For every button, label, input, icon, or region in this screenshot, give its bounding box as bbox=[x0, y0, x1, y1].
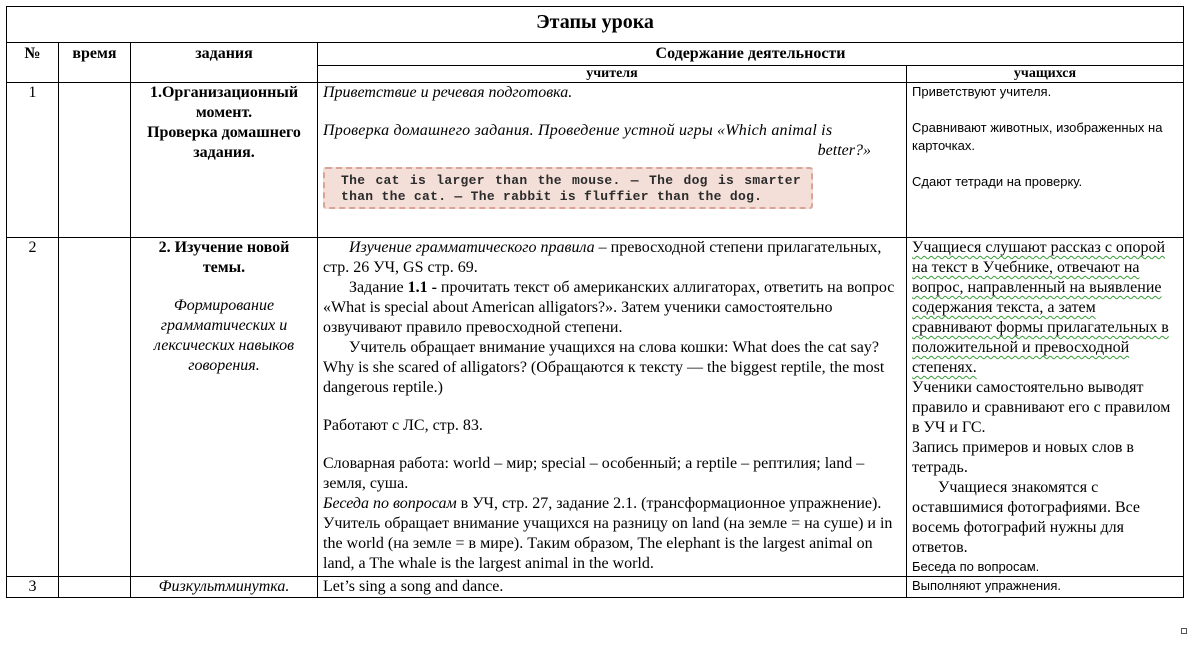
header-tasks: задания bbox=[131, 43, 318, 83]
row-students-activity: Выполняют упражнения. bbox=[907, 577, 1184, 598]
teacher-text-bold: 1.1 - bbox=[407, 279, 437, 296]
row-students-activity bbox=[907, 83, 1184, 238]
row-time bbox=[59, 238, 131, 577]
example-image: The cat is larger than the mouse. — The dog is smarter than the cat. — The rabbit is fluffier than the dog. bbox=[323, 167, 813, 209]
teacher-text: better?» bbox=[817, 142, 871, 159]
row-task: Физкультминутка. bbox=[131, 577, 318, 598]
teacher-text-italic: Беседа по вопросам bbox=[323, 495, 457, 512]
task-title: 2. Изучение новой темы. bbox=[158, 239, 290, 276]
students-text: Ученики самостоятельно выводят правило и сравнивают его с правилом в УЧ и ГС. bbox=[912, 379, 1171, 436]
task-subtitle: Формирование грамматических и лексических навыков говорения. bbox=[153, 297, 295, 374]
task-line: 1.Организационный момент. bbox=[149, 84, 299, 121]
resize-handle[interactable] bbox=[1181, 628, 1187, 634]
teacher-text: – превосходной степени прилагательных, стр. 26 УЧ, GS стр. 69. bbox=[323, 239, 882, 276]
table-row bbox=[7, 577, 1184, 598]
row-time bbox=[59, 83, 131, 238]
teacher-text: Проверка домашнего задания. Проведение устной игры «Which animal is bbox=[323, 122, 833, 139]
row-students-activity bbox=[907, 238, 1184, 577]
header-content: Содержание деятельности bbox=[318, 43, 1184, 66]
students-text: Учащиеся слушают рассказ с опорой на текст в Учебнике, отвечают на вопрос, направленный на выявление содержания текста, а затем сравнивают формы прилагательных в положительной и превосходной степенях. bbox=[912, 239, 1169, 376]
students-text: Запись примеров и новых слов в тетрадь. bbox=[912, 439, 1134, 476]
row-number: 2 bbox=[7, 238, 59, 577]
students-text: Приветствуют учителя. bbox=[912, 84, 1052, 99]
teacher-text: Словарная работа: world – мир; special – особенный; a reptile – рептилия; land – земля, суша. bbox=[323, 455, 865, 492]
table-row bbox=[7, 238, 1184, 577]
teacher-text: в УЧ, стр. 27, задание 2.1. (трансформационное упражнение). Учитель обращает внимание учащихся на разницу on land (на земле = на суше) и in the world (на земле = в мире). Таким образом, The elephant is the largest animal on land, a The whale is the largest animal in the world. bbox=[323, 495, 893, 572]
students-text: Учащиеся знакомятся с оставшимися фотографиями. Все восемь фотографий нужны для ответов. bbox=[912, 479, 1141, 556]
row-task bbox=[131, 83, 318, 238]
row-teacher-activity bbox=[318, 238, 907, 577]
students-text: Сдают тетради на проверку. bbox=[912, 174, 1083, 189]
row-time bbox=[59, 577, 131, 598]
students-text: Беседа по вопросам. bbox=[912, 559, 1040, 574]
teacher-text: Задание bbox=[349, 279, 408, 296]
header-time: время bbox=[59, 43, 131, 83]
teacher-text: Работают с ЛС, стр. 83. bbox=[323, 417, 483, 434]
row-task bbox=[131, 238, 318, 577]
teacher-text-italic: Изучение грамматического правила bbox=[349, 239, 595, 256]
teacher-text: Приветствие и речевая подготовка. bbox=[323, 84, 573, 101]
table-row bbox=[7, 83, 1184, 238]
teacher-text: прочитать текст об американских аллигаторах, ответить на вопрос «What is special about American alligators?». Затем ученики самостоятельно озвучивают правило превосходной степени. bbox=[323, 279, 895, 336]
students-text: Сравнивают животных, изображенных на карточках. bbox=[912, 120, 1163, 153]
row-number: 3 bbox=[7, 577, 59, 598]
task-line: Проверка домашнего задания. bbox=[147, 124, 301, 161]
header-students: учащихся bbox=[907, 66, 1184, 83]
header-row bbox=[7, 43, 1184, 66]
title-row bbox=[7, 7, 1184, 43]
row-teacher-activity bbox=[318, 83, 907, 238]
lesson-stages-table bbox=[6, 6, 1184, 598]
teacher-text: Учитель обращает внимание учащихся на слова кошки: What does the cat say? Why is she scared of alligators? (Обращаются к тексту — the biggest reptile, the most dangerous reptile.) bbox=[323, 339, 885, 396]
header-teacher: учителя bbox=[318, 66, 907, 83]
header-num: № bbox=[7, 43, 59, 83]
row-number: 1 bbox=[7, 83, 59, 238]
row-teacher-activity: Let’s sing a song and dance. bbox=[318, 577, 907, 598]
table-title: Этапы урока bbox=[7, 7, 1184, 43]
